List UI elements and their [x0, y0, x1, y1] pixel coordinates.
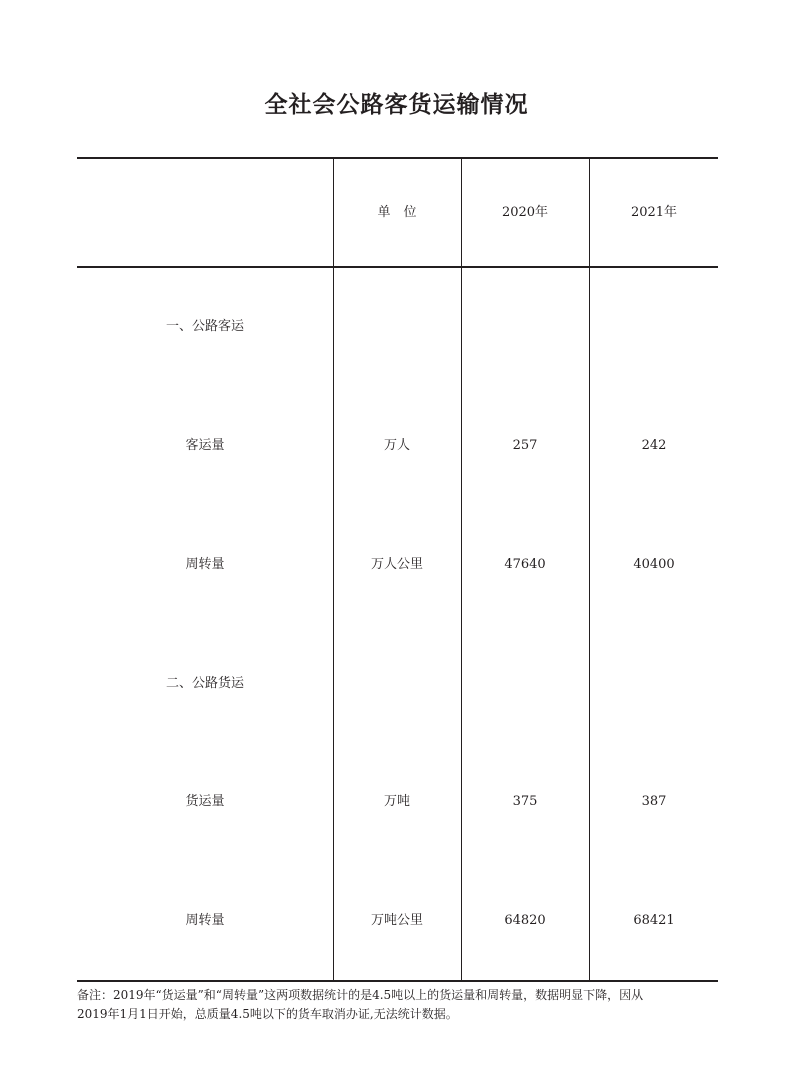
row-value-2021: 242 [641, 438, 667, 453]
row-label: 二、公路货运 [165, 676, 244, 691]
data-table [77, 157, 718, 983]
row-label: 周转量 [185, 557, 225, 572]
row-label: 货运量 [185, 794, 225, 809]
row-value-2020: 257 [512, 438, 538, 453]
page-title: 全社会公路客货运输情况 [264, 91, 529, 118]
table-top-rule [77, 157, 718, 159]
row-value-2021: 387 [641, 794, 667, 809]
header-2021: 2021年 [630, 205, 678, 220]
table-header-rule [77, 266, 718, 268]
row-label: 一、公路客运 [165, 319, 244, 334]
footnote-line-1: 备注：2019年“货运量”和“周转量”这两项数据统计的是4.5吨以上的货运量和周转量，数据明显下降，因从 [77, 988, 644, 1002]
row-unit: 万吨 [383, 794, 410, 809]
row-value-2021: 68421 [633, 913, 675, 928]
row-value-2021: 40400 [633, 557, 675, 572]
row-label: 客运量 [185, 438, 225, 453]
footnote [77, 986, 727, 1024]
row-value-2020: 64820 [504, 913, 546, 928]
header-unit: 单 位 [377, 205, 417, 220]
row-value-2020: 47640 [504, 557, 546, 572]
row-unit: 万人公里 [370, 557, 423, 572]
footnote-line-2: 2019年1月1日开始，总质量4.5吨以下的货车取消办证,无法统计数据。 [77, 1007, 458, 1021]
header-2020: 2020年 [501, 205, 549, 220]
row-label: 周转量 [185, 913, 225, 928]
row-value-2020: 375 [512, 794, 538, 809]
row-unit: 万人 [383, 438, 410, 453]
table-bottom-rule [77, 980, 718, 982]
row-unit: 万吨公里 [370, 913, 423, 928]
